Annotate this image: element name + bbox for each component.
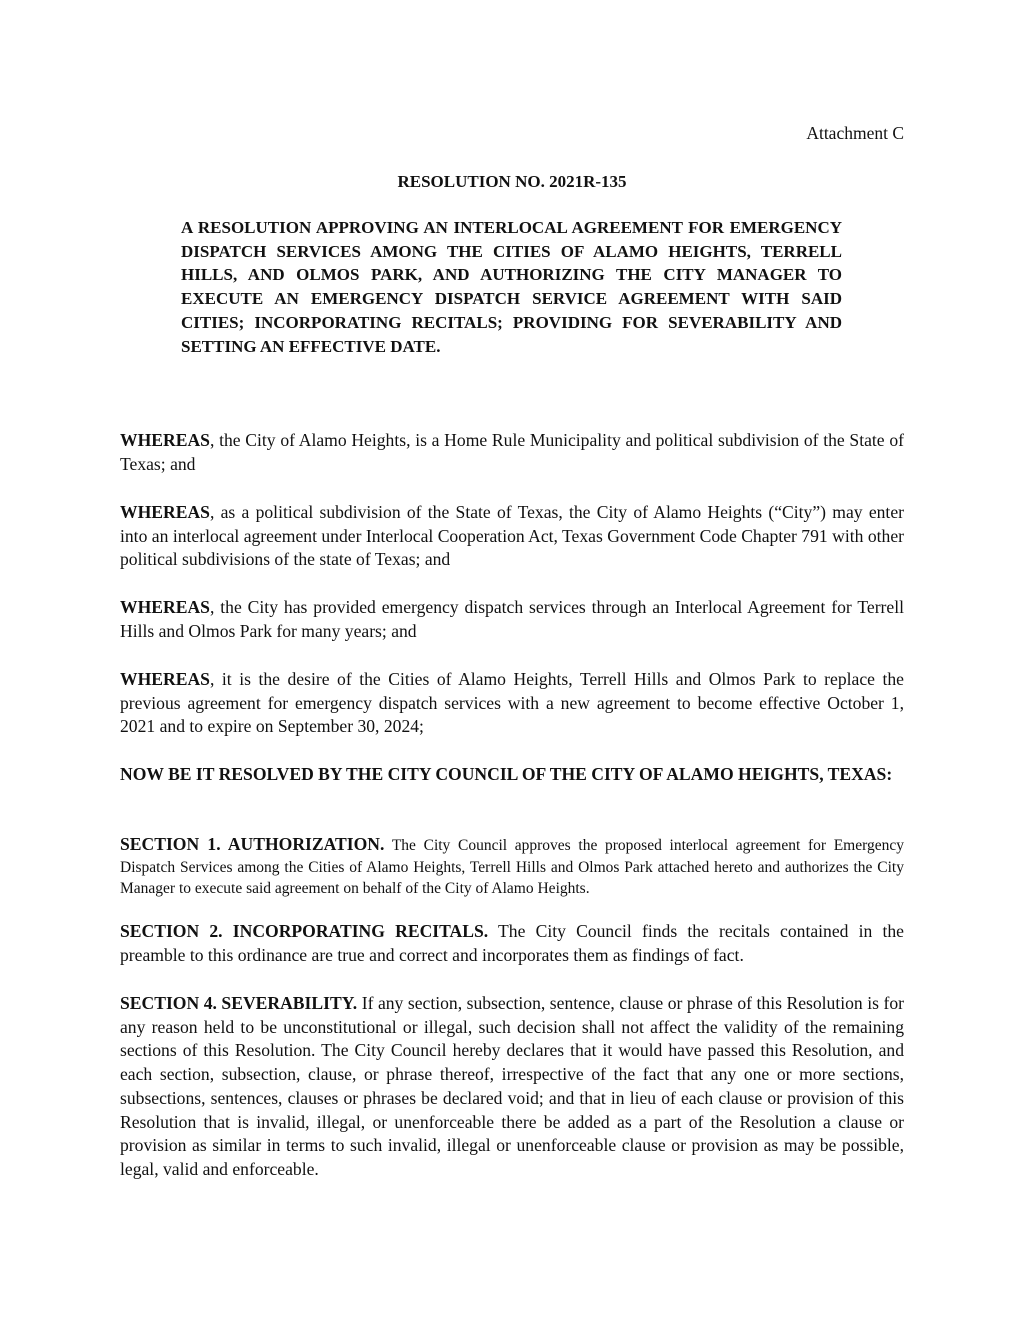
recital-lead: WHEREAS — [120, 597, 210, 617]
section-heading: SECTION 2. INCORPORATING RECITALS. — [120, 921, 489, 941]
recital-lead: WHEREAS — [120, 502, 210, 522]
recital-text: , the City of Alamo Heights, is a Home Rule Municipality and political subdivision of the State of Texas; and — [120, 430, 904, 474]
section-text: The City Council finds the recitals contained in the preamble to this ordinance are true and correct and incorporates them as findings of fact. — [120, 921, 904, 965]
recital-3 — [120, 596, 904, 643]
section-2 — [120, 920, 904, 967]
recital-1 — [120, 429, 904, 476]
recital-text: , as a political subdivision of the State of Texas, the City of Alamo Heights (“City”) may enter into an interlocal agreement under Interlocal Cooperation Act, Texas Government Code Chapter 791 with other political subdivisions of the state of Texas; and — [120, 502, 904, 570]
resolution-number: RESOLUTION NO. 2021R-135 — [397, 172, 627, 191]
section-4 — [120, 992, 904, 1182]
recital-text: , it is the desire of the Cities of Alamo Heights, Terrell Hills and Olmos Park to replace the previous agreement for emergency dispatch services with a new agreement to become effective October 1, 2021 and to expire on September 30, 2024; — [120, 669, 904, 737]
section-heading: SECTION 4. SEVERABILITY. — [120, 993, 358, 1013]
attachment-label: Attachment C — [806, 123, 904, 143]
recital-lead: WHEREAS — [120, 430, 210, 450]
section-text: The City Council approves the proposed interlocal agreement for Emergency Dispatch Services among the Cities of Alamo Heights, Terrell Hills and Olmos Park attached hereto and authorizes the City Manager to execute said agreement on behalf of the City of Alamo Heights. — [120, 837, 905, 897]
recital-text: , the City has provided emergency dispatch services through an Interlocal Agreement for Terrell Hills and Olmos Park for many years; and — [120, 597, 904, 641]
resolution-title: A RESOLUTION APPROVING AN INTERLOCAL AGREEMENT FOR EMERGENCY DISPATCH SERVICES AMONG THE CITIES OF ALAMO HEIGHTS, TERRELL HILLS, AND OLMOS PARK, AND AUTHORIZING THE CITY MANAGER TO EXECUTE AN EMERGENCY DISPATCH SERVICE AGREEMENT WITH SAID CITIES; INCORPORATING RECITALS; PROVIDING FOR SEVERABILITY AND SETTING AN EFFECTIVE DATE. — [181, 218, 842, 356]
section-text: If any section, subsection, sentence, clause or phrase of this Resolution is for any reason held to be unconstitutional or illegal, such decision shall not affect the validity of the remaining sections of this Resolution. The City Council hereby declares that it would have passed this Resolution, and each section, subsection, clause, or phrase thereof, irrespective of the fact that any one or more sections, subsections, sentences, clauses or phrases be declared void; and that in lieu of each clause or provision of this Resolution that is invalid, illegal, or unenforceable there be added as a part of the Resolution a clause or provision as similar in terms to such invalid, illegal or unenforceable clause or provision as may be possible, legal, valid and enforceable. — [120, 993, 904, 1179]
recital-4 — [120, 668, 904, 739]
section-1 — [120, 834, 904, 900]
section-heading: SECTION 1. AUTHORIZATION. — [120, 834, 385, 854]
resolved-clause: NOW BE IT RESOLVED BY THE CITY COUNCIL OF THE CITY OF ALAMO HEIGHTS, TEXAS: — [120, 764, 893, 784]
recital-2 — [120, 501, 904, 572]
recital-lead: WHEREAS — [120, 669, 210, 689]
